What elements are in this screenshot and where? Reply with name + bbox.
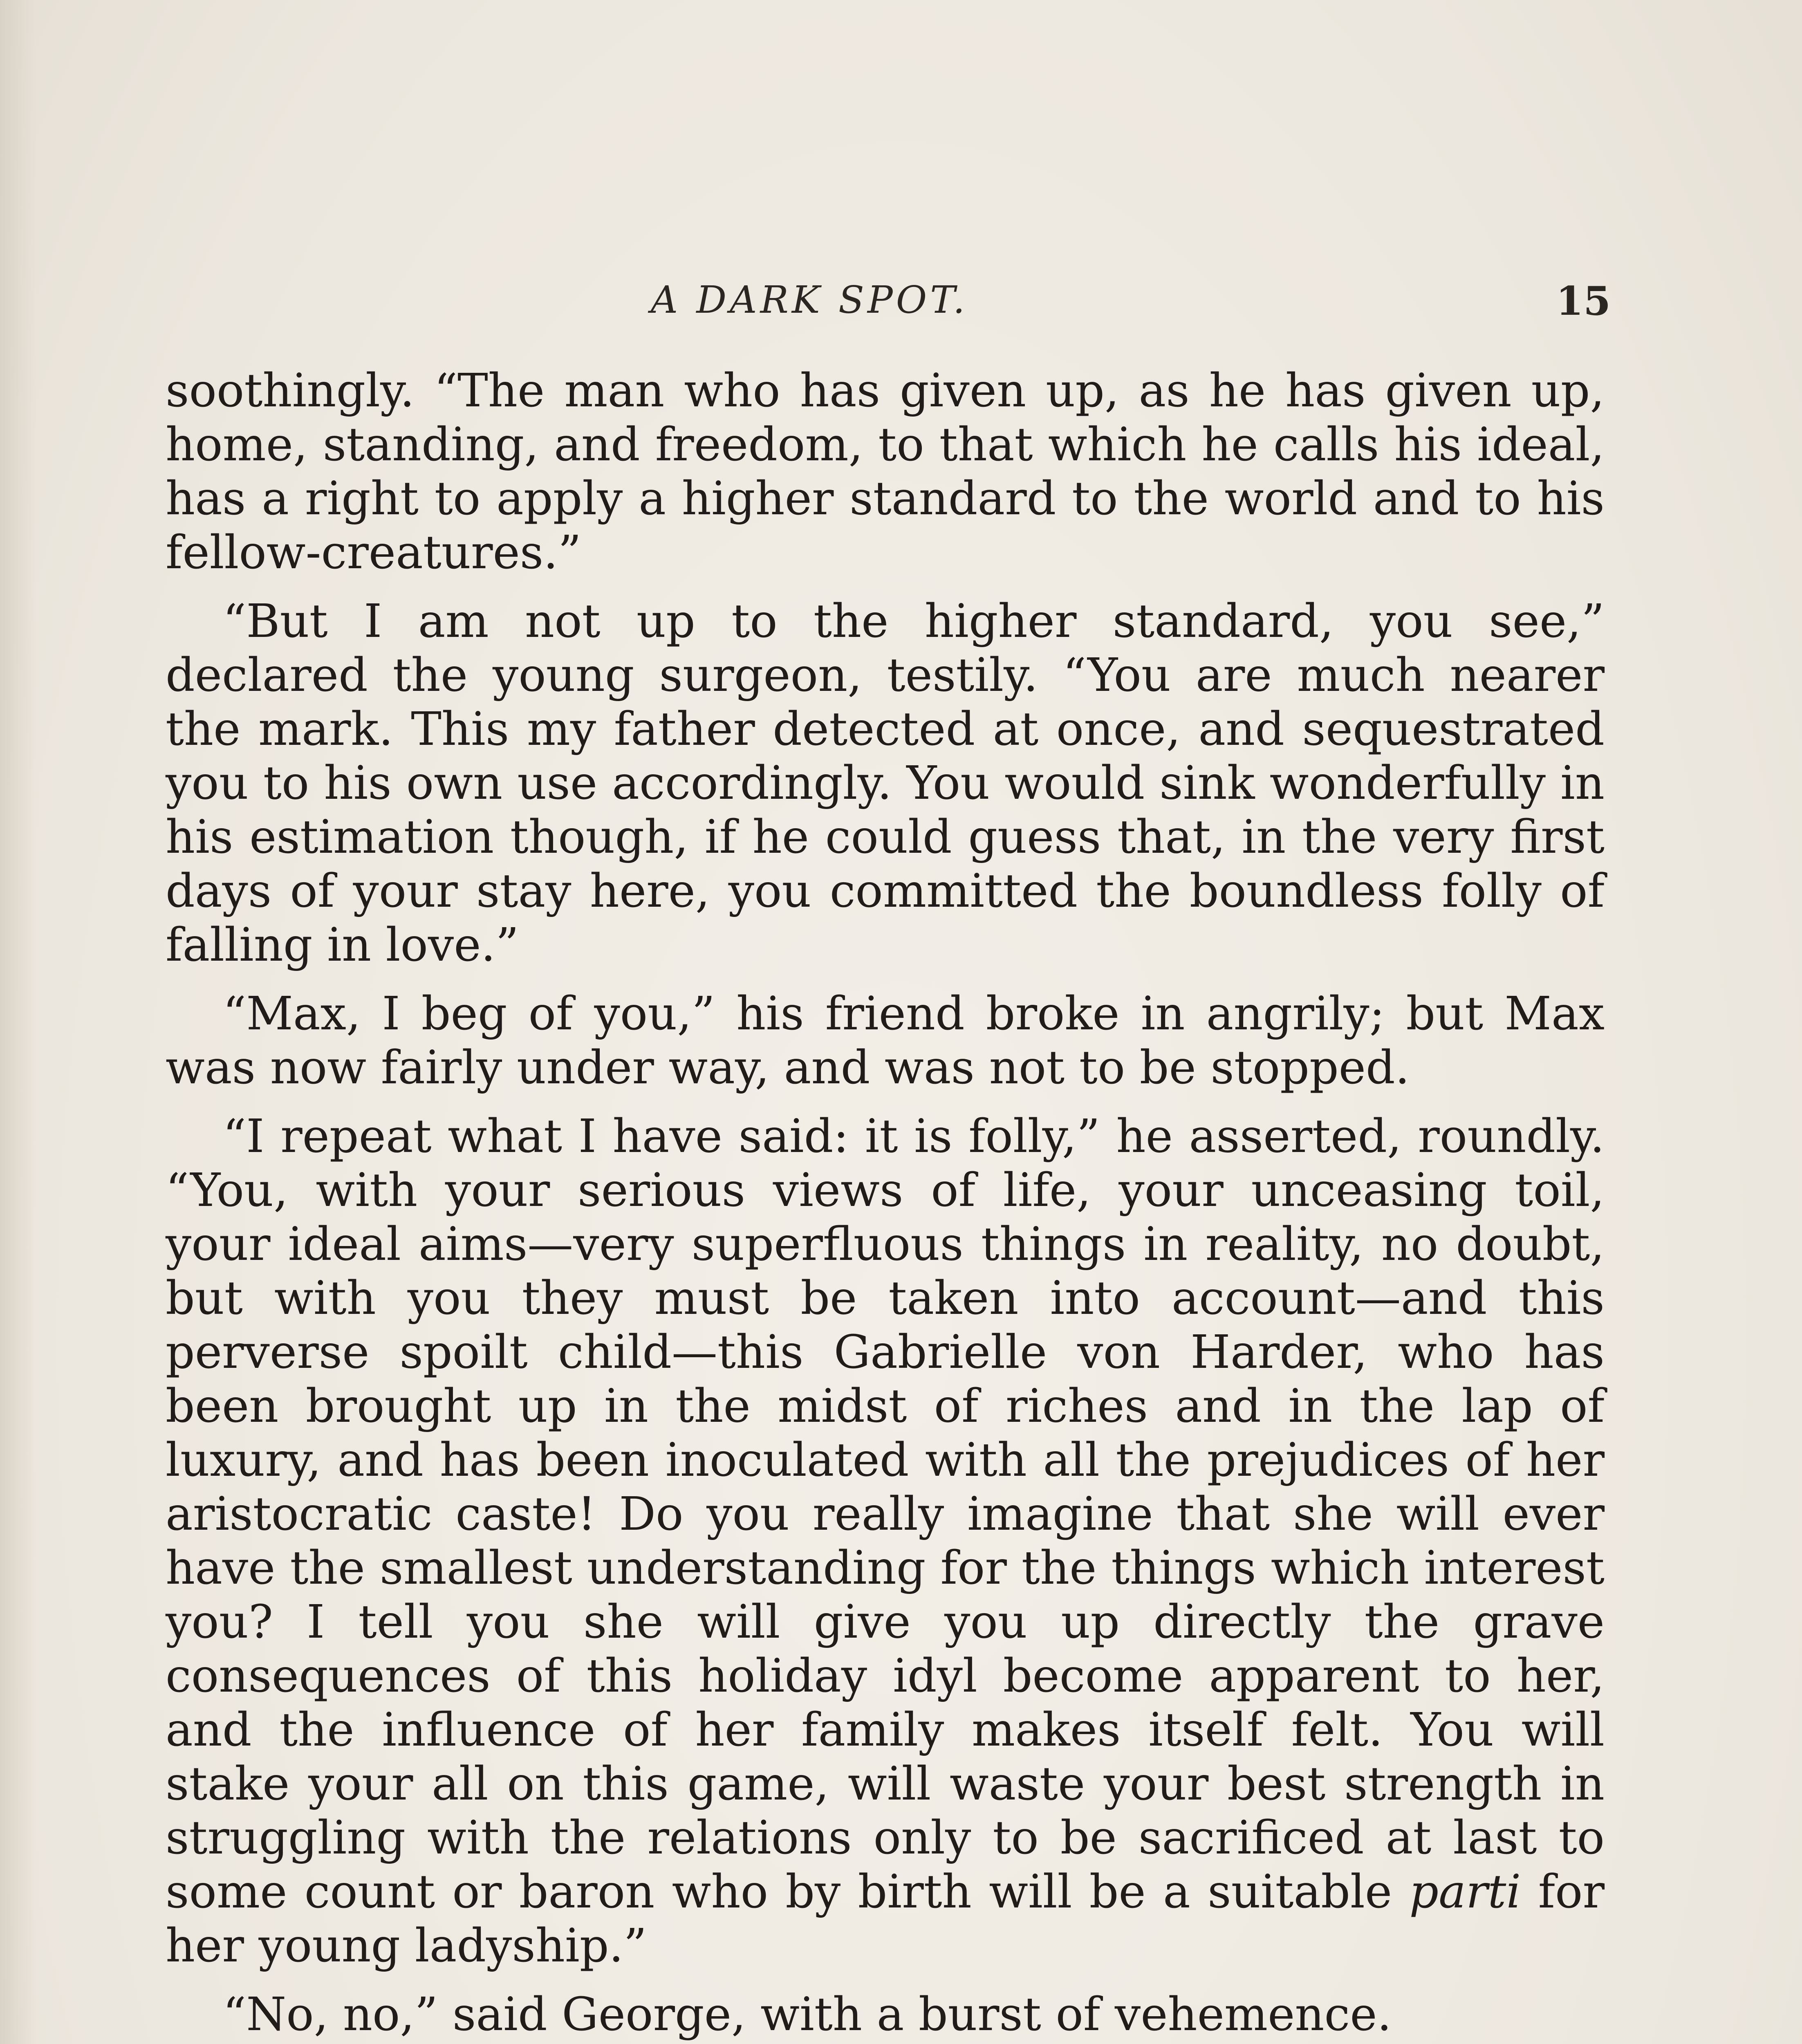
- paragraph-5: “No, no,” said George, with a burst of vehemence.: [223, 1988, 1392, 2041]
- paragraph-1: soothingly. “The man who has given up, as he has given up, home, standing, and freedom, to that which he calls his ideal, has a right to apply a higher standard to the world and to his fellow-creatures.”: [166, 364, 1605, 579]
- page-edge-shadow: [0, 0, 37, 2044]
- paragraph-2: “But I am not up to the higher standard, you see,” declared the young surgeon, testily. “You are much nearer the mark. This my father detected at once, and sequestrated you to his own use accordingly. You would sink wonderfully in his estimation though, if he could guess that, in the very first days of your stay here, you committed the boundless folly of falling in love.”: [166, 595, 1605, 972]
- running-head: [172, 270, 1611, 327]
- paragraph-3: “Max, I beg of you,” his friend broke in angrily; but Max was now fairly under way, and was not to be stopped.: [166, 987, 1605, 1094]
- paragraph-4-tail: for her young ladyship.”: [166, 1865, 1605, 1972]
- paragraph-4-italic: parti: [1409, 1865, 1521, 1918]
- paragraph-4: [166, 1109, 1605, 1973]
- page-number: 15: [1556, 278, 1611, 324]
- body-text: [166, 364, 1605, 2044]
- paragraph-4-text: “I repeat what I have said: it is folly,” he asserted, roundly. “You, with your serious views of life, your unceasing toil, your ideal aims—very superfluous things in reality, no doubt, but with you they must be taken into account—and this perverse spoilt child—this Gabrielle von Harder, who has been brought up in the midst of riches and in the lap of luxury, and has been inoculated with all the prejudices of her aristocratic caste! Do you really imagine that she will ever have the smallest understanding for the things which interest you? I tell you she will give you up directly the grave consequences of this holiday idyl become apparent to her, and the influence of her family makes itself felt. You will stake your all on this game, will waste your best strength in struggling with the relations only to be sacrificed at last to some count or baron who by birth will be a suitable: [166, 1110, 1605, 1918]
- running-title: A DARK SPOT.: [650, 278, 968, 322]
